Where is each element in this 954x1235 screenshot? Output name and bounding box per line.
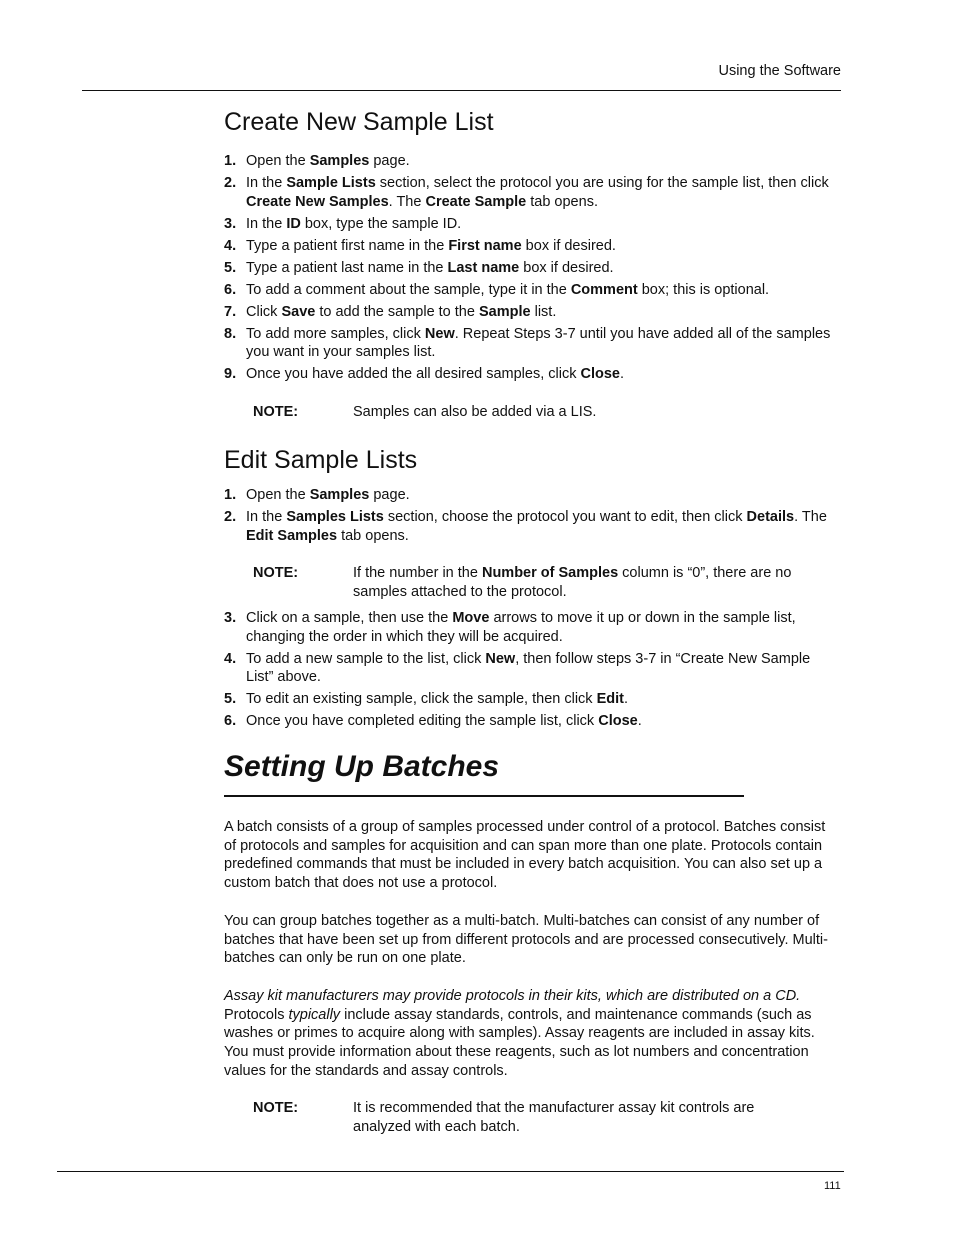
step-number: 2. bbox=[224, 509, 237, 525]
section-title-edit: Edit Sample Lists bbox=[224, 446, 418, 474]
step-text: Once you have added the all desired samples, click Close. bbox=[246, 366, 625, 382]
heading-underline bbox=[224, 795, 744, 797]
note-text: Samples can also be added via a LIS. bbox=[353, 404, 597, 420]
list-item bbox=[224, 650, 840, 687]
edit-steps-list-a bbox=[224, 486, 840, 549]
step-text: In the Samples Lists section, choose the protocol you want to edit, then click Details. The Edit Samples tab opens. bbox=[246, 509, 827, 544]
list-item bbox=[224, 152, 840, 171]
note-text: If the number in the Number of Samples column is “0”, there are no samples attached to the protocol. bbox=[353, 565, 792, 600]
list-item bbox=[224, 215, 840, 234]
note-text: It is recommended that the manufacturer assay kit controls are analyzed with each batch. bbox=[353, 1100, 755, 1135]
note-label: NOTE: bbox=[253, 404, 299, 420]
step-number: 4. bbox=[224, 237, 237, 254]
step-text: Open the Samples page. bbox=[246, 487, 410, 503]
step-number: 3. bbox=[224, 215, 237, 232]
step-number: 7. bbox=[224, 303, 237, 320]
step-text: In the ID box, type the sample ID. bbox=[246, 215, 462, 232]
step-text: To add a new sample to the list, click New, then follow steps 3-7 in “Create New Sample List” above. bbox=[246, 650, 811, 685]
list-item bbox=[224, 259, 840, 278]
step-number: 1. bbox=[224, 153, 237, 169]
step-number: 3. bbox=[224, 610, 237, 626]
step-text: Click Save to add the sample to the Sample list. bbox=[246, 303, 557, 320]
step-number: 9. bbox=[224, 366, 237, 382]
batches-paragraph-2: You can group batches together as a multi-batch. Multi-batches can consist of any number of batches that have been set up from different protocols and are processed consecutively. Multi-batches can only be run on one plate. bbox=[224, 913, 828, 967]
note-batches bbox=[253, 1099, 813, 1137]
list-item bbox=[224, 303, 840, 322]
note-create bbox=[253, 403, 813, 422]
page-number: 111 bbox=[824, 1180, 841, 1192]
note-label: NOTE: bbox=[253, 1100, 299, 1116]
step-number: 6. bbox=[224, 281, 237, 298]
chapter-heading: Setting Up Batches bbox=[224, 750, 500, 783]
note-edit bbox=[253, 564, 813, 602]
section-title-create: Create New Sample List bbox=[224, 108, 494, 136]
step-number: 5. bbox=[224, 259, 237, 276]
step-text: In the Sample Lists section, select the protocol you are using for the sample list, then click Create New Samples. The Create Sample tab opens. bbox=[246, 175, 829, 210]
step-text: Click on a sample, then use the Move arrows to move it up or down in the sample list, changing the order in which they will be acquired. bbox=[246, 610, 796, 645]
list-item bbox=[224, 365, 840, 384]
list-item bbox=[224, 690, 840, 709]
list-item bbox=[224, 325, 840, 362]
list-item bbox=[224, 609, 840, 646]
list-item bbox=[224, 486, 840, 505]
batches-paragraph-3: Assay kit manufacturers may provide protocols in their kits, which are distributed on a CD. Protocols typically include assay standards, controls, and maintenance commands (such as washes or primes to acquire along with samples). Assay reagents are included in assay kits. You must provide information about these reagents, such as lot numbers and concentration values for the standards and assay controls. bbox=[224, 988, 815, 1079]
step-text: To add more samples, click New. Repeat Steps 3-7 until you have added all of the samples you want in your samples list. bbox=[246, 325, 831, 360]
step-number: 4. bbox=[224, 650, 237, 667]
step-text: Type a patient last name in the Last name box if desired. bbox=[246, 259, 614, 276]
list-item bbox=[224, 237, 840, 256]
note-label: NOTE: bbox=[253, 565, 299, 581]
step-text: Once you have completed editing the sample list, click Close. bbox=[246, 713, 642, 729]
list-item bbox=[224, 508, 840, 545]
step-number: 6. bbox=[224, 713, 237, 729]
running-header: Using the Software bbox=[718, 63, 841, 79]
step-number: 8. bbox=[224, 325, 237, 342]
step-text: To edit an existing sample, click the sample, then click Edit. bbox=[246, 691, 628, 707]
create-steps-list bbox=[224, 152, 840, 387]
step-number: 2. bbox=[224, 175, 237, 191]
list-item bbox=[224, 174, 840, 211]
list-item bbox=[224, 712, 840, 731]
list-item bbox=[224, 281, 840, 300]
step-number: 5. bbox=[224, 691, 237, 707]
step-number: 1. bbox=[224, 487, 237, 503]
batches-paragraph-1: A batch consists of a group of samples processed under control of a protocol. Batches consist of protocols and samples for acquisition and can span more than one plate. Protocols contain predefined commands that must be included in every batch acquisition. You can also set up a custom batch that does not use a protocol. bbox=[224, 819, 826, 892]
step-text: Open the Samples page. bbox=[246, 153, 410, 169]
step-text: To add a comment about the sample, type it in the Comment box; this is optional. bbox=[246, 281, 770, 298]
edit-steps-list-b bbox=[224, 609, 840, 734]
header-divider bbox=[82, 90, 841, 91]
step-text: Type a patient first name in the First name box if desired. bbox=[246, 237, 616, 254]
footer-divider bbox=[57, 1171, 844, 1172]
